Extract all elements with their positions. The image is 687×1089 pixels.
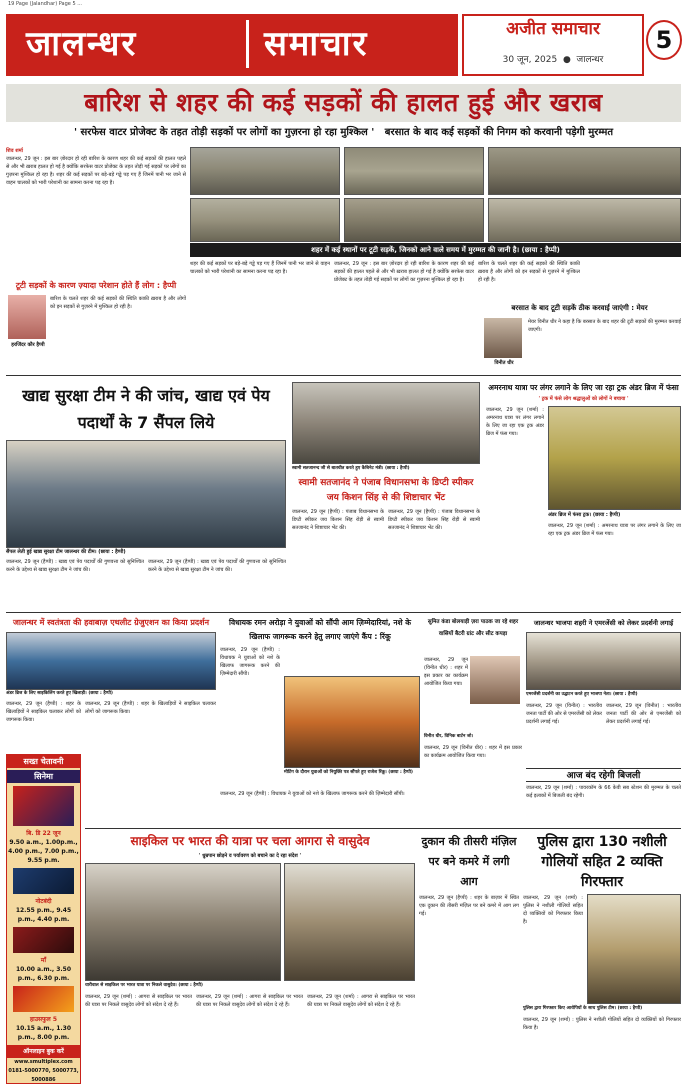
amarnath-body-2: जालन्धर, 29 जून (शर्मा) : अमरनाथ यात्रा पर लंगर लगाने के लिए जा रहा एक ट्रक अंडर ब्रिज में फंस गया।	[548, 523, 681, 537]
yatra-subhead: ' धुम्रपान छोड़ने व पर्यावरण को बचाने का दे रहा संदेश '	[198, 853, 302, 859]
lead-body-2: शहर की कई सड़कों पर बड़े-बड़े गड्ढे पड़ गए हैं जिनमें पानी भर जाने से वाहन चालकों को भारी परेशानी का सामना करना पड़ रहा है।	[6, 172, 186, 186]
sumit-body-1: जालन्धर, 29 जून (विनीत धीर) : शहर में इस प्रकार का कार्यक्रम आयोजित किया गया।	[424, 657, 468, 687]
sumit-headline: सुमित कंडा बोलयाड़ी ज़रा पाठक जा रहे शहर वासियों बैटरी ग्रांट और सीट कपड़ा	[427, 619, 519, 637]
yatra-photo-2	[284, 863, 415, 981]
movie-3-times: 10.00 a.m., 3.50 p.m., 6.30 p.m.	[15, 966, 72, 982]
sumit-caption: विनीत धीर, विनिक बार्टन जो।	[424, 734, 474, 739]
masthead-title-left: जालन्धर	[26, 24, 138, 64]
road-photo-4	[190, 198, 340, 242]
movie-1-times: 9.50 a.m., 1.00p.m., 4.00 p.m., 7.00 p.m., 9.55 p.m.	[8, 839, 79, 864]
drugs-body-2: जालन्धर, 29 जून (हैप्पी) : विधायक ने युवाओं को नशे के खिलाफ जागरूक करने की ज़िम्मेदारी सौंपी।	[220, 791, 405, 797]
brand-box	[462, 14, 644, 76]
date-text: 30 जून, 2025	[502, 55, 558, 65]
road-photo-3	[488, 147, 681, 195]
cinema-sidebar	[6, 754, 81, 1084]
masthead-divider	[246, 20, 249, 68]
cycling-body-1: जालन्धर, 29 जून (हैप्पी) : शहर के खिलाड़ियों ने साइकिल चलाकर लोगों को जागरूक किया।	[6, 701, 81, 723]
section-rule-2	[6, 612, 681, 613]
movie-2-times: 12.55 p.m., 9.45 p.m., 4.40 p.m.	[15, 907, 72, 923]
movie-poster-3	[13, 927, 74, 953]
drugs-headline: विधायक रमन अरोड़ा ने युवाओं को सौंपी आम ज़िम्मेदारियां, नशे के खिलाफ जागरूक करने हेतु लगाए जाएंगे कैंप : रिंकू	[229, 618, 411, 641]
nagar-body-2: जालन्धर, 29 जून (विनीत) : भारतीय जनता पार्टी की ओर से एमरजेंसी को लेकर प्रदर्शनी लगाई गई।	[606, 703, 681, 725]
amarnath-subhead: ' ट्रक में फंसे लोग श्रद्धालुओं को लोगों ने बचाया '	[538, 396, 629, 402]
cycling-body-2: जालन्धर, 29 जून (हैप्पी) : शहर के खिलाड़ियों ने साइकिल चलाकर लोगों को जागरूक किया।	[85, 701, 216, 715]
bijli-body: जालन्धर, 29 जून (शर्मा) : पावरकॉम के 66 केवी सब स्टेशन की मुरम्मत के चलते कई इलाकों में बिजली बंद रहेगी।	[526, 785, 681, 799]
yatra-body-2: जालन्धर, 29 जून (शर्मा) : आगरा से साइकिल पर भारत की यात्रा पर निकले वासुदेव लोगों को संदेश दे रहे हैं।	[196, 994, 303, 1008]
yatra-headline: साइकिल पर भारत की यात्रा पर चला आगरा से वासुदेव	[130, 834, 370, 848]
lead-headline: बारिश से शहर की कई सड़कों की हालत हुई और खराब	[6, 84, 681, 122]
road-photo-5	[344, 198, 484, 242]
section-rule-3	[85, 828, 681, 829]
food-body-1: जालन्धर, 29 जून (हैप्पी) : खाद्य एवं पेय पदार्थों की गुणवत्ता को सुनिश्चित करने के उद्देश्य से खाद्य सुरक्षा टीम ने जांच की।	[6, 559, 144, 573]
yatra-body-3: जालन्धर, 29 जून (शर्मा) : आगरा से साइकिल पर भारत की यात्रा पर निकले वासुदेव लोगों को संदेश दे रहे हैं।	[307, 994, 415, 1008]
lead-body-column	[6, 147, 186, 277]
lead-sub-headline: टूटी सड़कों के कारण ज़्यादा परेशान होते हैं लोग : हैप्पी	[15, 281, 177, 290]
cycling-headline: जालन्धर में स्वतंत्रता की हवाबाज़ एथलीट ग्रेजुएशन का किया प्रदर्शन	[12, 618, 210, 627]
drugs-photo	[284, 676, 420, 768]
swami-body-1: जालन्धर, 29 जून (हैप्पी) : पंजाब विधानसभा के डिप्टी स्पीकर जय किशन सिंह रोड़ी से स्वामी सतजानंद ने शिष्टाचार भेंट की।	[292, 509, 384, 531]
lead-body-1: जालन्धर, 29 जून : इस बार ज़ोरदार हो रही बारिश के कारण शहर की कई सड़कों की हालत पहले से और भी ख़राब हालत हो गई है क्योंकि सरफेस वाटर प्रोजेक्ट के तहत तोड़ी गई सड़कों पर लोगों का गुज़रना मुश्किल हो रहा है।	[6, 156, 186, 178]
bijli-headline: आज बंद रहेगी बिजली	[526, 768, 681, 782]
top-print-strip: 19 Page (Jalandhar) Page 5 ...	[8, 1, 82, 7]
police-caption: पुलिस द्वारा गिरफ्तार किए आरोपियों के साथ पुलिस टीम। (छाया : हैप्पी)	[523, 1006, 643, 1011]
nagar-headline: जालन्धर भाजपा शहरी ने एमरजेंसी को लेकर प्रदर्शनी लगाई	[533, 619, 674, 627]
food-body-2: जालन्धर, 29 जून (हैप्पी) : खाद्य एवं पेय पदार्थों की गुणवत्ता को सुनिश्चित करने के उद्देश्य से खाद्य सुरक्षा टीम ने जांच की।	[148, 559, 286, 573]
brand-name: अजीत समाचार	[506, 19, 600, 39]
swami-headline: स्वामी सतजानंद ने पंजाब विधानसभा के डिप्टी स्पीकर जय किशन सिंह से की शिष्टाचार भेंट	[298, 478, 474, 503]
swami-photo	[292, 382, 480, 464]
yatra-body-1: जालन्धर, 29 जून (शर्मा) : आगरा से साइकिल पर भारत की यात्रा पर निकले वासुदेव लोगों को संदेश दे रहे हैं।	[85, 994, 192, 1008]
exhibition-photo	[526, 632, 681, 690]
cinema-title: सिनेमा	[7, 770, 80, 783]
amarnath-body: जालन्धर, 29 जून (शर्मा) : अमरनाथ यात्रा पर लंगर लगाने के लिए जा रहा एक ट्रक अंडर ब्रिज में फंस गया।	[486, 407, 544, 437]
police-body-1: जालन्धर, 29 जून (शर्मा) : पुलिस ने नशीली गोलियों सहित दो व्यक्तियों को गिरफ्तार किया है।	[523, 895, 583, 925]
food-headline: खाद्य सुरक्षा टीम ने की जांच, खाद्य एवं पेय पदार्थों के 7 सैंपल लिये	[22, 386, 270, 432]
lead-subhead-right: बरसात के बाद कई सड़कों की निगम को करवानी पड़ेगी मुरम्मत	[384, 127, 614, 138]
nagar-caption: एमरजेंसी प्रदर्शनी का उद्घाटन करते हुए भाजपा नेता। (छाया : हैप्पी)	[526, 692, 638, 697]
person-photo-happy	[8, 295, 46, 339]
road-photo-1	[190, 147, 340, 195]
truck-photo	[548, 406, 681, 510]
cinema-website: www.smultiplex.com	[14, 1059, 73, 1065]
swami-caption: स्वामी सतजानन्द जी से बातचीत करते हुए कैबिनेट मंत्री। (छाया : हैप्पी)	[292, 466, 410, 471]
food-caption: सैंपल लेती हुई खाद्य सुरक्षा टीम जालन्धर की टीम। (छाया : हैप्पी)	[6, 549, 126, 555]
city-text: जालन्धर	[576, 55, 604, 65]
lead-photo-caption: शहर में कई स्थानों पर टूटी सड़कें, जिनको आने वाले समय में मुरम्मत की जानी है। (छाया : हैप्पी)	[190, 243, 681, 257]
movie-1-label: बि. डि 22 जून	[26, 830, 61, 837]
mayor-name: विनीत धीर	[494, 360, 514, 366]
police-photo	[587, 894, 681, 1004]
movie-poster-2	[13, 868, 74, 894]
lead-byline: शिव शर्मा	[6, 148, 23, 154]
movie-4-times: 10.15 a.m., 1.30 p.m., 8.00 p.m.	[15, 1025, 72, 1041]
movie-4-label: हाउसफुल 5	[29, 1016, 58, 1023]
lead-col-3: जालन्धर, 29 जून : इस बार ज़ोरदार हो रही बारिश के कारण शहर की कई सड़कों की हालत पहले से और भी ख़राब हालत हो गई है क्योंकि सरफेस वाटर प्रोजेक्ट के तहत तोड़ी गई सड़कों पर लोगों का गुज़रना मुश्किल हो रहा है।	[334, 261, 474, 283]
nagar-body-1: जालन्धर, 29 जून (विनीत) : भारतीय जनता पार्टी की ओर से एमरजेंसी को लेकर प्रदर्शनी लगाई गई।	[526, 703, 602, 725]
cycling-caption: अंडर ब्रिज के लिए साइकिलिंग करते हुए खिलाड़ी। (छाया : हैप्पी)	[6, 691, 113, 696]
police-body-2: जालन्धर, 29 जून (शर्मा) : पुलिस ने नशीली गोलियों सहित दो व्यक्तियों को गिरफ्तार किया है।	[523, 1017, 681, 1031]
sidebar-title: सख्त चेतावनी	[7, 755, 80, 768]
yatra-caption: धारीवाल से साइकिल पर भारत यात्रा पर निकले वासुदेव। (छाया : हैप्पी)	[85, 983, 203, 988]
police-headline: पुलिस द्वारा 130 नशीली गोलियों सहित 2 व्यक्ति गिरफ्तार	[537, 834, 667, 890]
amarnath-caption: अंडर ब्रिज में फंसा ट्रक। (छाया : हैप्पी)	[548, 512, 621, 518]
yatra-photo-1	[85, 863, 281, 981]
booking-label: ऑनलाइन बुक करें	[7, 1045, 80, 1058]
lead-subhead	[6, 124, 681, 142]
sumit-body-2: जालन्धर, 29 जून (विनीत धीर) : शहर में इस प्रकार का कार्यक्रम आयोजित किया गया।	[424, 745, 522, 759]
drugs-body-1: जालन्धर, 29 जून (हैप्पी) : विधायक ने युवाओं को नशे के खिलाफ जागरूक करने की ज़िम्मेदारी सौंपी।	[220, 647, 280, 677]
lead-col-2: शहर की कई सड़कों पर बड़े-बड़े गड्ढे पड़ गए हैं जिनमें पानी भर जाने से वाहन चालकों को भारी परेशानी का सामना करना पड़ रहा है।	[190, 261, 330, 275]
movie-poster-4	[13, 986, 74, 1012]
swami-body-2: जालन्धर, 29 जून (हैप्पी) : पंजाब विधानसभा के डिप्टी स्पीकर जय किशन सिंह रोड़ी से स्वामी सतजानंद ने शिष्टाचार भेंट की।	[388, 509, 480, 531]
lead-subhead-left: ' सरफेस वाटर प्रोजेक्ट के तहत तोड़ी सड़कों पर लोगों का गुज़रना हो रहा मुश्किल '	[73, 127, 375, 138]
road-photo-6	[488, 198, 681, 242]
road-photo-2	[344, 147, 484, 195]
masthead-title-right: समाचार	[264, 24, 369, 64]
side-headline-mayor: बरसात के बाद टूटी सड़कें ठीक करवाई जाएंगी : मेयर	[511, 304, 648, 312]
movie-poster-1	[13, 786, 74, 826]
lead-col-4: बारिश के चलते शहर की कई सड़कों की स्थिति काफ़ी ख़राब है और लोगों को इन सड़कों से गुज़रने में मुश्किल हो रही है।	[478, 261, 580, 283]
mayor-body: मेयर विनीत धीर ने कहा है कि बरसात के बाद शहर की टूटी सड़कों की मुरम्मत करवाई जाएगी।	[528, 319, 681, 333]
cycling-photo	[6, 632, 216, 690]
section-rule-1	[6, 375, 681, 376]
amarnath-headline: अमरनाथ यात्रा पर लंगर लगाने के लिए जा रहा ट्रक अंडर ब्रिज में फंसा	[488, 383, 679, 392]
movie-2-label: नोटबंदी	[35, 898, 52, 905]
page-number: 5	[646, 20, 682, 60]
food-team-photo	[6, 440, 286, 548]
person-caption: हरजिंदर कौर हैप्पी	[11, 342, 45, 348]
sumit-photo	[470, 656, 520, 704]
fire-headline: दुकान की तीसरी मंज़िल पर बने कमरे में लगी आग	[421, 835, 517, 888]
movie-3-label: माँ	[40, 957, 47, 964]
issue-date: 30 जून, 2025 ● जालन्धर	[502, 55, 604, 65]
cinema-phone: 0181-5000770, 5000773, 5000886	[8, 1068, 79, 1083]
drugs-caption: मीटिंग के दौरान युवाओं को नियुक्ति पत्र सौंपते हुए राजेश रिंकू। (छाया : हैप्पी)	[284, 770, 413, 775]
person-photo-mayor	[484, 318, 522, 358]
lead-body-3: बारिश के चलते शहर की कई सड़कों की स्थिति काफ़ी ख़राब है और लोगों को इन सड़कों से गुज़रने में मुश्किल हो रही है।	[50, 296, 186, 310]
masthead-banner	[6, 14, 458, 76]
fire-body: जालन्धर, 29 जून (हैप्पी) : शहर के बाज़ार में स्थित एक दुकान की तीसरी मंज़िल पर बने कमरे में आग लग गई।	[419, 895, 519, 917]
